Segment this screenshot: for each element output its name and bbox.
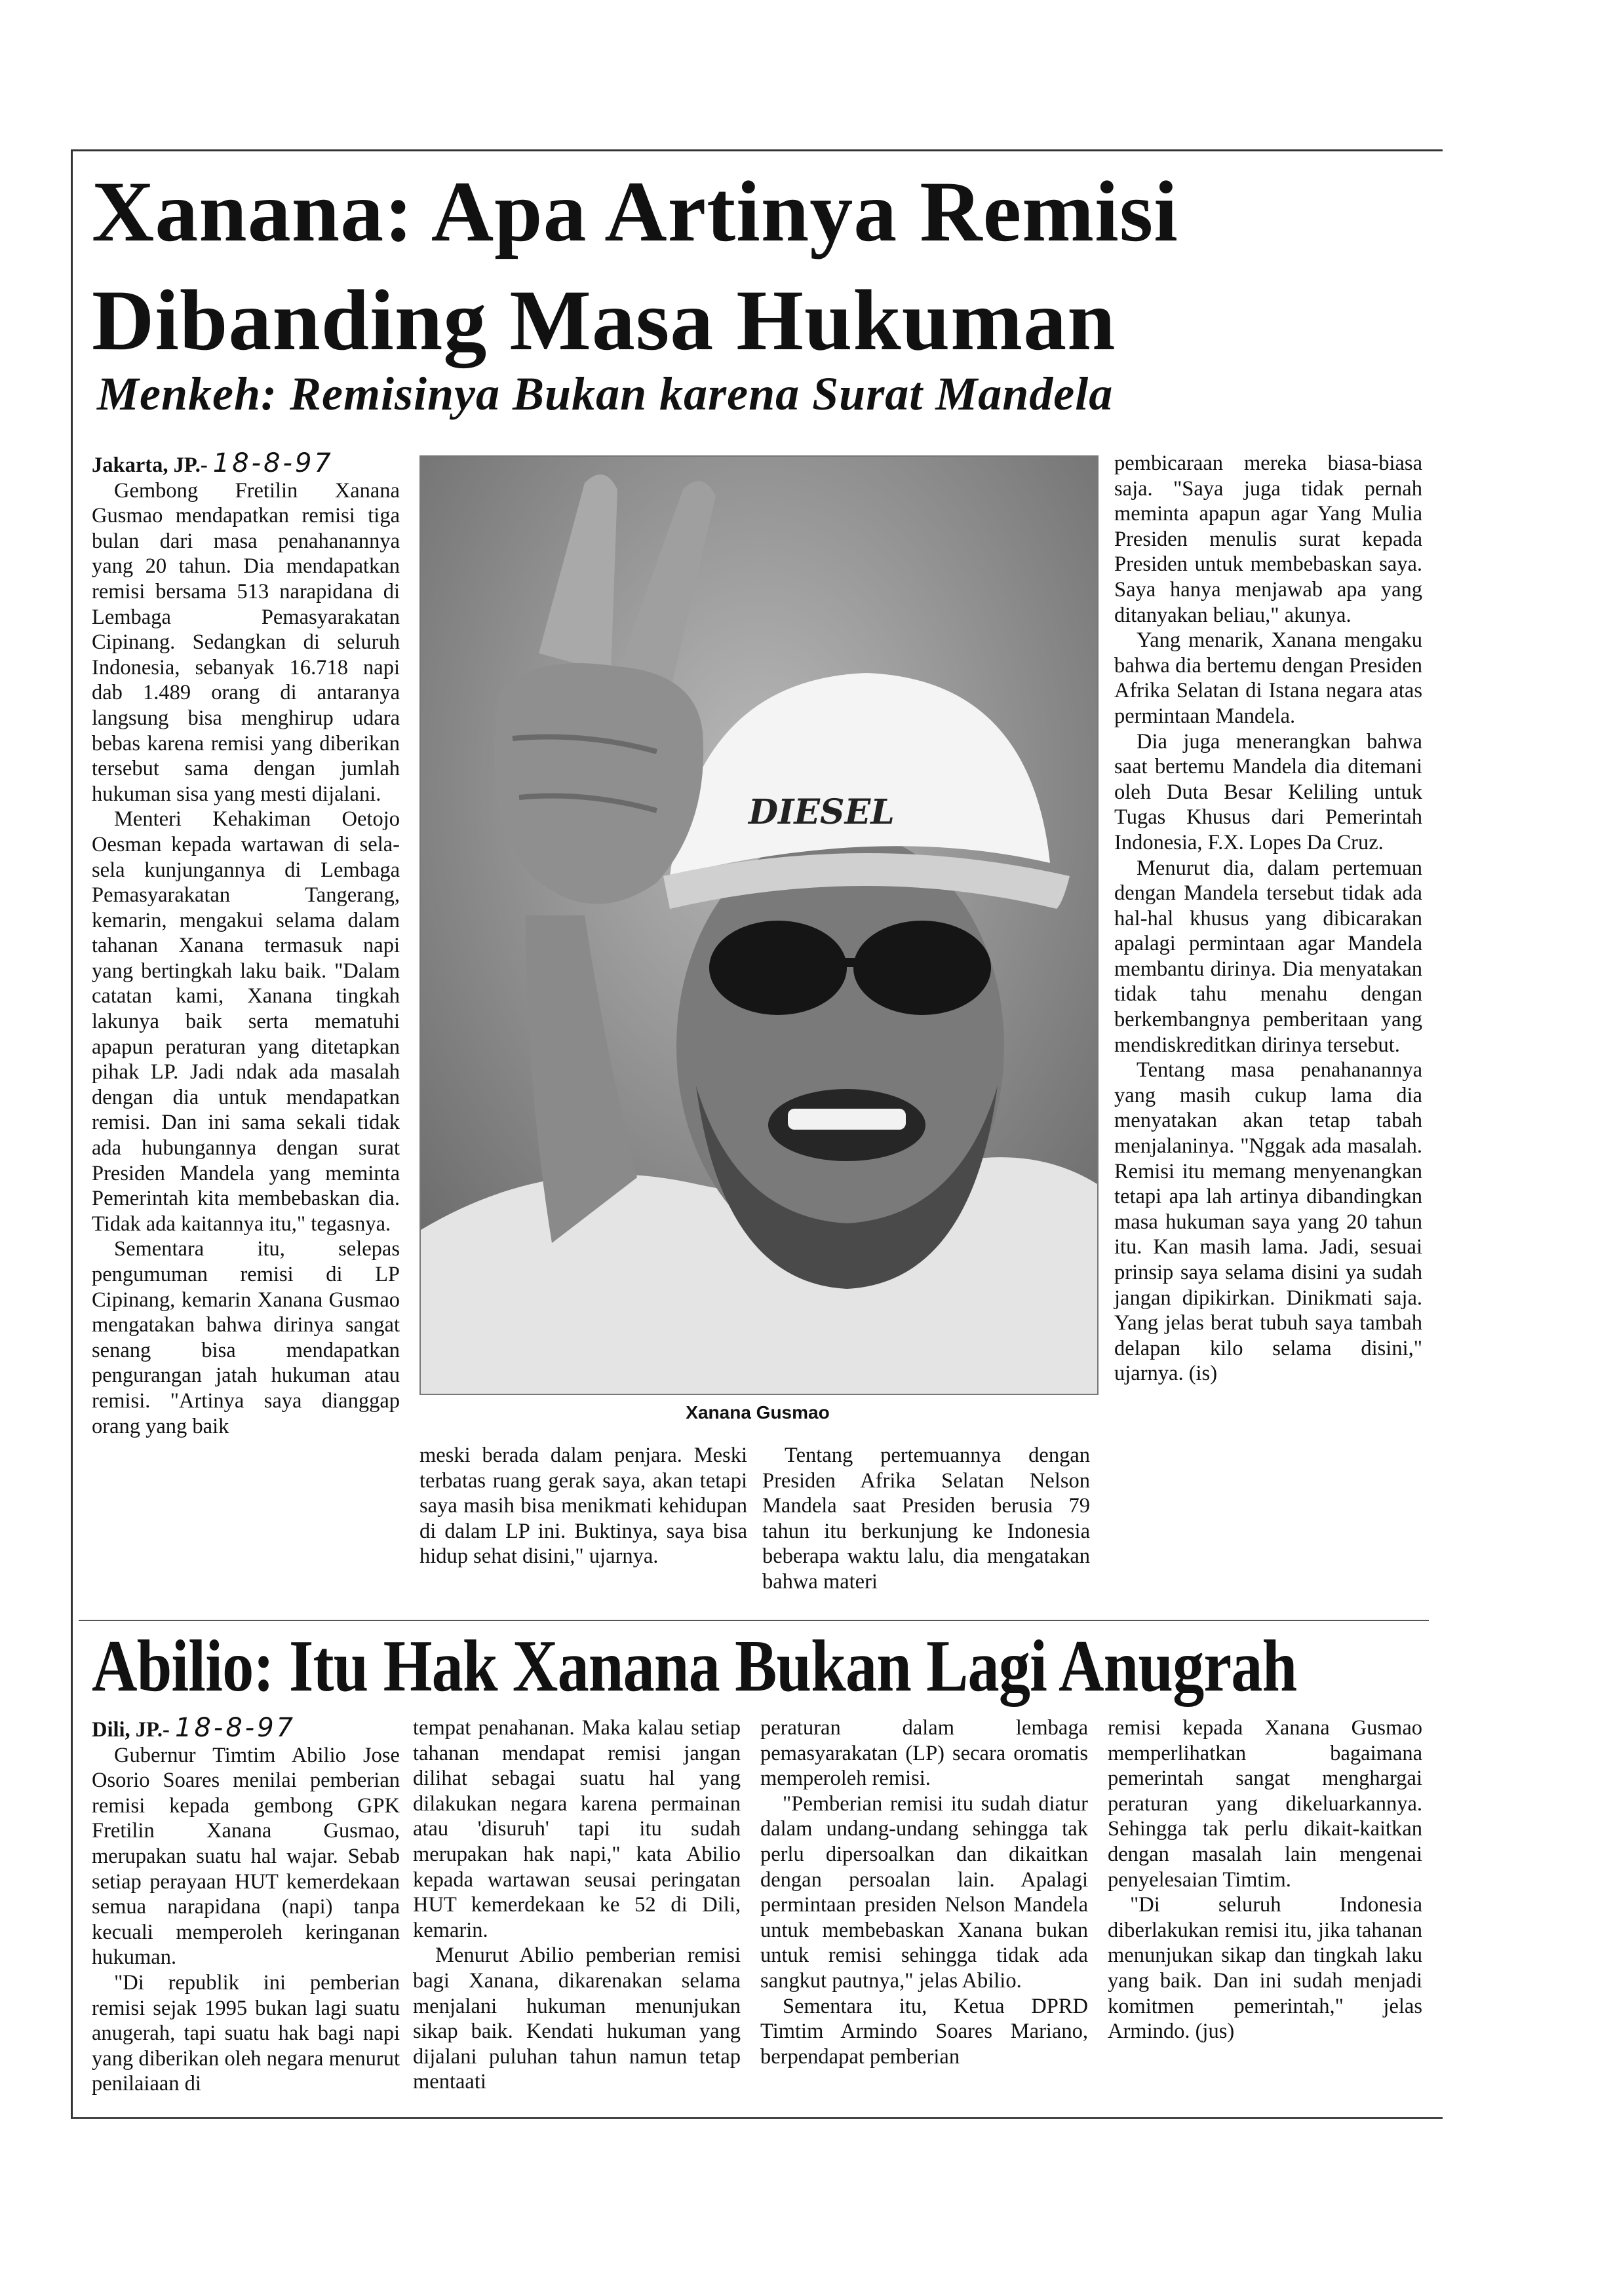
article1-col4-para-5: Tentang masa penahanannya yang masih cukup lama dia menyatakan akan tetap tabah menjalaninya. "Nggak ada masalah. Remisi itu memang menyenangkan tetapi apa lah artinya dibandingkan masa hukuman saya yang 20 tahun itu. Kan masih lama. Jadi, sesuai prinsip saya selama disini ya sudah jangan dipikirkan. Dinikmati saja. Yang jelas berat tubuh saya tambah delapan kilo selama disini," ujarnya. (is) [1114,1058,1422,1386]
article1-col1-para-2: Menteri Kehakiman Oetojo Oesman kepada wartawan di sela-sela kunjungannya di Lembaga Pemasyarakatan Tangerang, kemarin, mengakui selama dalam tahanan Xanana termasuk napi yang bertingkah laku baik. "Dalam catatan kami, Xanana tingkah lakunya baik serta mematuhi apapun peraturan yang ditetapkan pihak LP. Jadi ndak ada masalah dengan dia untuk mendapatkan remisi. Dan ini sama sekali tidak ada hubungannya dengan surat Presiden Mandela yang meminta Pemerintah kita membebaskan dia. Tidak ada kaitannya itu," tegasnya. [92,807,400,1236]
article1-column-2 [419,1443,747,1569]
article1-subheadline: Menkeh: Remisinya Bukan karena Surat Mandela [97,368,1114,420]
photo-caption: Xanana Gusmao [686,1402,830,1423]
article2-column-1 [92,1715,400,2097]
article2-col1-para-1: Gubernur Timtim Abilio Jose Osorio Soares menilai pemberian remisi kepada gembong GPK Fretilin Xanana Gusmao, merupakan suatu hal wajar. Sebab setiap perayaan HUT kemerdekaan semua narapidana (napi) tanpa kecuali memperoleh keringanan hukuman. [92,1743,400,1970]
cap-text: DIESEL [749,792,895,832]
article1-headline-line2: Dibanding Masa Hukuman [92,272,1116,368]
article1-dateline-row [92,448,400,478]
article1-handwritten-date: 18-8-97 [212,448,334,478]
article1-col3-para: Tentang pertemuannya dengan Presiden Afrika Selatan Nelson Mandela saat Presiden berusia 79 tahun itu berkunjung ke Indonesia beberapa waktu lalu, dia mengatakan bahwa materi [762,1444,1090,1594]
article1-col1-para-1: Gembong Fretilin Xanana Gusmao mendapatkan remisi tiga bulan dari masa penahanannya yang 20 tahun. Dia mendapatkan remisi bersama 513 narapidana di Lembaga Pemasyarakatan Cipinang. Sedangkan di seluruh Indonesia, sebanyak 16.718 napi dab 1.489 orang di antaranya langsung bisa menghirup udara bebas karena remisi yang diberikan tersebut sama dengan jumlah hukuman sisa yang mesti dijalani. [92,478,400,806]
article1-col2-para: meski berada dalam penjara. Meski terbatas ruang gerak saya, akan tetapi saya masih bisa menikmati kehidupan di dalam LP ini. Buktinya, saya bisa hidup sehat disini," ujarnya. [419,1444,747,1569]
article2-col3-para-1: peraturan dalam lembaga pemasyarakatan (LP) secara oromatis memperoleh remisi. [760,1716,1088,1791]
article1-col4-para-2: Yang menarik, Xanana mengaku bahwa dia bertemu dengan Presiden Afrika Selatan di Istana negara atas permintaan Mandela. [1114,628,1422,728]
article2-column-2 [413,1715,741,2095]
article2-column-4 [1108,1715,1422,2044]
article1-col1-para-3: Sementara itu, selepas pengumuman remisi di LP Cipinang, kemarin Xanana Gusmao mengatakan bahwa dirinya sangat senang bisa mendapatkan pengurangan jatah hukuman atau remisi. "Artinya saya dianggap orang yang baik [92,1237,400,1438]
photo-illustration [421,457,1097,1394]
article1-col4-para-3: Dia juga menerangkan bahwa saat bertemu Mandela dia ditemani oleh Duta Besar Keliling untuk Tugas Khusus dari Pemerintah Indonesia, F.X. Lopes Da Cruz. [1114,729,1422,854]
article2-col4-para-1: remisi kepada Xanana Gusmao memperlihatkan bagaimana pemerintah sangat menghargai peraturan yang dikeluarkannya. Sehingga tak perlu dikait-kaitkan dengan masalah lain mengenai penyelesaian Timtim. [1108,1716,1422,1892]
article1-column-4 [1114,451,1422,1387]
article1-col4-para-1: pembicaraan mereka biasa-biasa saja. "Saya juga tidak pernah meminta apapun agar Yang Mulia Presiden menulis surat kepada Presiden untuk membebaskan saya. Saya hanya menjawab apa yang ditanyakan beliau," akunya. [1114,451,1422,627]
article2-col2-para-2: Menurut Abilio pemberian remisi bagi Xanana, dikarenakan selama menjalani hukuman menunjukan sikap baik. Kendati hukuman yang dijalani puluhan tahun namun tetap mentaati [413,1943,741,2094]
article2-headline: Abilio: Itu Hak Xanana Bukan Lagi Anugrah [92,1626,1297,1707]
photo-xanana-gusmao [419,455,1099,1395]
article2-dateline: Dili, JP.- [92,1718,170,1742]
article1-column-3 [762,1443,1090,1595]
article2-dateline-row [92,1715,400,1743]
article2-handwritten-date: 18-8-97 [175,1713,296,1743]
article2-col1-para-2: "Di republik ini pemberian remisi sejak 1995 bukan lagi suatu anugerah, tapi suatu hak bagi napi yang diberikan oleh negara menurut penilaiaan di [92,1970,400,2096]
article2-col2-para-1: tempat penahanan. Maka kalau setiap tahanan mendapat remisi jangan dilihat sebagai suatu hal yang dilakukan negara karena permainan atau 'disuruh' tapi itu sudah merupakan hak napi," kata Abilio kepada wartawan seusai peringatan HUT kemerdekaan ke 52 di Dili, kemarin. [413,1716,741,1942]
article1-column-1 [92,448,400,1439]
article2-column-3 [760,1715,1088,2069]
article1-col4-para-4: Menurut dia, dalam pertemuan dengan Mandela tersebut tidak ada hal-hal khusus yang dibicarakan apalagi permintaan agar Mandela membantu dirinya. Dia menyatakan tidak tahu menahu dengan berkembangnya pemberitaan yang mendiskreditkan dirinya tersebut. [1114,856,1422,1057]
section-divider [79,1620,1429,1621]
article2-col3-para-3: Sementara itu, Ketua DPRD Timtim Armindo Soares Mariano, berpendapat pemberian [760,1994,1088,2069]
article1-headline-line1: Xanana: Apa Artinya Remisi [92,163,1178,259]
article1-dateline: Jakarta, JP.- [92,453,208,477]
article2-col3-para-2: "Pemberian remisi itu sudah diatur dalam undang-undang sehingga tak perlu dipersoalkan dan dikaitkan dengan persoalan lain. Apalagi permintaan presiden Nelson Mandela untuk membebaskan Xanana bukan untuk remisi sehingga tidak ada sangkut pautnya," jelas Abilio. [760,1791,1088,1993]
article1-headline [92,157,1416,375]
article2-col4-para-2: "Di seluruh Indonesia diberlakukan remisi itu, jika tahanan menunjukan sikap dan tingkah laku yang baik. Dan ini sudah menjadi komitmen pemerintah," jelas Armindo. (jus) [1108,1893,1422,2044]
